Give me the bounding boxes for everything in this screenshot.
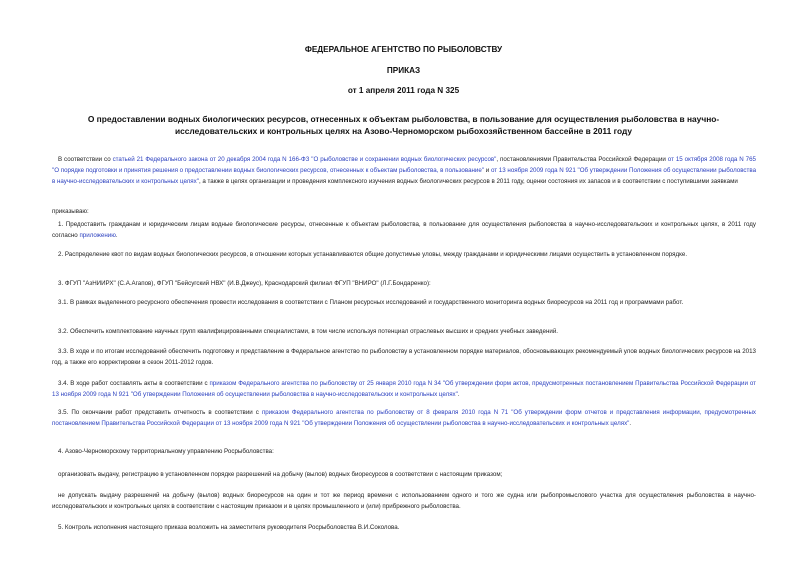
- clause-3-5-end: .: [629, 420, 632, 427]
- clause-3-3: 3.3. В ходе и по итогам исследований обеспечить подготовку и представление в Федеральное агентство по рыболовству в установленном порядке материалов, обосновывающих рекомендуемый улов водных биологических ресурсов на 2013 год, а также его корректировки в сезон 2011-2012 годов.: [52, 348, 756, 366]
- appendix-link[interactable]: приложению: [79, 232, 116, 239]
- preamble-text-3: и: [484, 167, 491, 174]
- clause-3: 3. ФГУП "АзНИИРХ" (С.А.Агапов), ФГУП "Бейсугский НВХ" (И.В.Джеус), Краснодарский филиал ФГУП "ВНИРО" (Л.Г.Бондаренко):: [58, 280, 431, 287]
- clause-1-text: 1. Предоставить гражданам и юридическим лицам водные биологические ресурсы, отнесенные к объектам рыболовства, в пользование для осуществления рыболовства в научно-исследовательских и контрольных целях, в 2011 году согласно: [52, 221, 756, 239]
- clause-3-2: 3.2. Обеспечить комплектование научных групп квалифицированными специалистами, в том числе используя потенциал отраслевых высших и средних учебных заведений.: [58, 328, 559, 335]
- preamble-text-2: , постановлениями Правительства Российской Федерации: [496, 156, 668, 163]
- document-type: ПРИКАЗ: [386, 66, 421, 75]
- order-34-link[interactable]: приказом Федерального агентства по рыболовству от 25 января 2010 года N 34 "Об утверждении форм актов, предусмотренных постановлением Правительства Российской Федерации от 13 ноября 2009 года N 921 "Об утверждении Положения об осуществлении рыболовства в научно-исследовательских и контрольных целях": [52, 380, 756, 398]
- clause-5: 5. Контроль исполнения настоящего приказа возложить на заместителя руководителя Росрыболовства В.И.Соколова.: [58, 524, 400, 531]
- clause-3-4: [52, 378, 756, 400]
- prikazyvayu-label: приказываю:: [52, 208, 89, 215]
- preamble-paragraph: [52, 154, 756, 187]
- agency-name: ФЕДЕРАЛЬНОЕ АГЕНТСТВО ПО РЫБОЛОВСТВУ: [304, 45, 503, 54]
- law-166fz-link[interactable]: статьей 21 Федерального закона от 20 декабря 2004 года N 166-ФЗ "О рыболовстве и сохранении водных биологических ресурсов": [112, 156, 497, 163]
- clause-4: 4. Азово-Черноморскому территориальному управлению Росрыболовства:: [58, 448, 274, 455]
- decree-921-link[interactable]: от 13 ноября 2009 года N 921 "Об утверждении Положения об осуществлении рыболовства в научно-исследовательских и контрольных целях": [52, 167, 757, 185]
- clause-2: 2. Распределение квот по видам водных биологических ресурсов, в отношении которых устанавливаются общие допустимые уловы, между гражданами и юридическими лицами осуществить в установленном порядке.: [58, 251, 688, 258]
- clause-4-item-2: не допускать выдачу разрешений на добычу (вылов) водных биоресурсов на один и тот же период времени с использованием одного и того же судна или рыбопромыслового участка для осуществления рыболовства в научно-исследовательских и контрольных целях в соответствии с настоящим приказом и в целях промышленного и (или) прибрежного рыболовства.: [52, 492, 756, 510]
- document-date-number: от 1 апреля 2011 года N 325: [347, 86, 460, 95]
- preamble-text-4: , а также в целях организации и проведения комплексного изучения водных биологических ресурсов в 2011 году, оценки состояния их запасов и в соответствии с поступившими заявками: [198, 178, 738, 185]
- clause-3-5-text: 3.5. По окончании работ представить отчетность в соответствии с: [58, 409, 262, 416]
- order-71-link[interactable]: приказом Федерального агентства по рыболовству от 8 февраля 2010 года N 71 "Об утверждении форм отчетов и представления информации, предусмотренных постановлением Правительства Российской Федерации от 13 ноября 2009 года N 921 "Об утверждении Положения об осуществлении рыболовства в научно-исследовательских и контрольных целях": [52, 409, 756, 427]
- document-title: О предоставлении водных биологических ресурсов, отнесенных к объектам рыболовства, в пользование для осуществления рыболовства в научно-исследовательских и контрольных целях на Азово-Черноморском рыбохозяйственном бассейне в 2011 году: [87, 114, 720, 136]
- preamble-text-1: В соответствии со: [58, 156, 113, 163]
- clause-3-4-end: .: [457, 391, 460, 398]
- clause-3-1: 3.1. В рамках выделенного ресурсного обеспечения провести исследования в соответствии с Планом ресурсных исследований и государственного мониторинга водных биоресурсов на 2011 год и программами работ.: [58, 299, 684, 306]
- clause-3-4-text: 3.4. В ходе работ составлять акты в соответствии с: [58, 380, 210, 387]
- clause-4-item-1: организовать выдачу, регистрацию в установленном порядке разрешений на добычу (вылов) водных биоресурсов в соответствии с настоящим приказом;: [58, 471, 503, 478]
- clause-3-5: [52, 407, 756, 429]
- clause-1-end: .: [115, 232, 118, 239]
- clause-1: [52, 219, 756, 241]
- decree-765-link[interactable]: от 15 октября 2008 года N 765 "О порядке подготовки и принятия решения о предоставлении водных биологических ресурсов, отнесенных к объектам рыболовства, в пользование": [52, 156, 756, 174]
